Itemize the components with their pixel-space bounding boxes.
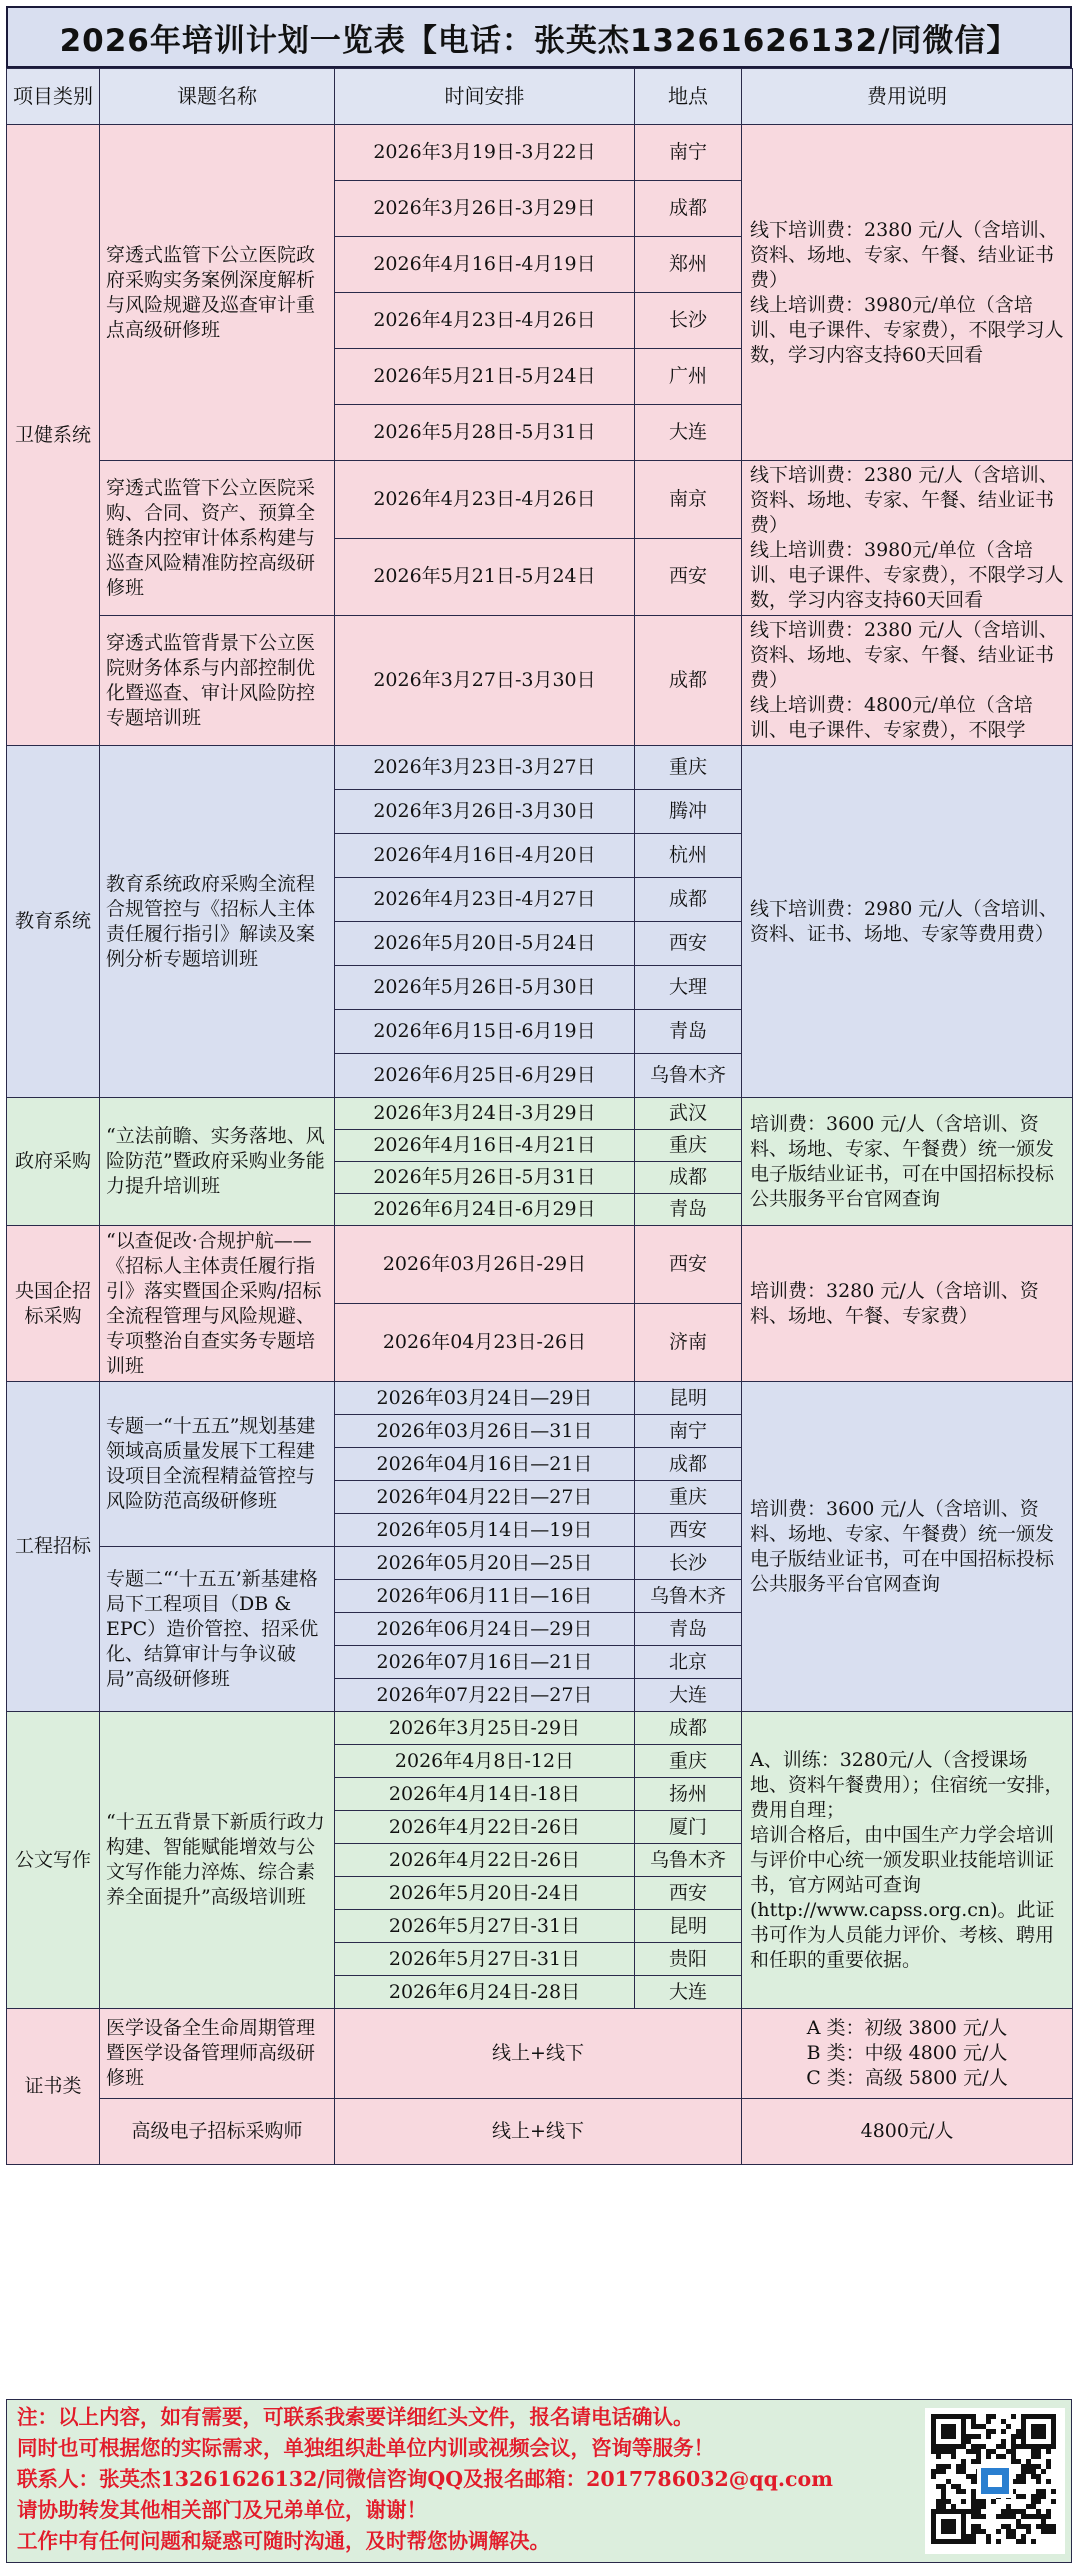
place-cell: 腾冲	[635, 790, 742, 834]
fee-cell: 线下培训费：2380 元/人（含培训、资料、场地、专家、午餐、结业证书费） 线上培训费：4800元/单位（含培训、电子课件、专家费），不限学	[742, 616, 1073, 746]
footer-notes	[6, 2399, 1072, 2563]
place-cell: 乌鲁木齐	[635, 1580, 742, 1613]
table-row	[7, 1382, 1073, 1415]
place-cell: 西安	[635, 1226, 742, 1304]
time-cell: 2026年4月16日-4月20日	[335, 834, 635, 878]
time-cell: 2026年6月24日-28日	[335, 1976, 635, 2009]
place-cell: 昆明	[635, 1382, 742, 1415]
time-cell: 2026年4月16日-4月19日	[335, 237, 635, 293]
time-cell: 2026年4月22日-26日	[335, 1844, 635, 1877]
time-cell: 2026年04月16日—21日	[335, 1448, 635, 1481]
time-cell: 2026年03月24日—29日	[335, 1382, 635, 1415]
time-cell: 2026年06月11日—16日	[335, 1580, 635, 1613]
fee-cell: 线下培训费：2980 元/人（含培训、资料、证书、场地、专家等费用费）	[742, 746, 1073, 1098]
time-cell: 2026年06月24日—29日	[335, 1613, 635, 1646]
time-cell: 2026年3月26日-3月30日	[335, 790, 635, 834]
time-cell: 2026年4月22日-26日	[335, 1811, 635, 1844]
place-cell: 大连	[635, 1679, 742, 1712]
place-cell: 成都	[635, 616, 742, 746]
category-cell: 工程招标	[7, 1382, 100, 1712]
table-row	[7, 1226, 1073, 1304]
category-cell: 公文写作	[7, 1712, 100, 2009]
time-cell: 2026年4月16日-4月21日	[335, 1130, 635, 1162]
place-cell: 成都	[635, 181, 742, 237]
time-cell: 2026年3月24日-3月29日	[335, 1098, 635, 1130]
place-cell: 广州	[635, 349, 742, 405]
category-cell: 央国企招标采购	[7, 1226, 100, 1382]
time-cell: 2026年5月27日-31日	[335, 1910, 635, 1943]
fee-cell: A、训练：3280元/人（含授课场地、资料午餐费用）；住宿统一安排，费用自理； 培训合格后，由中国生产力学会培训与评价中心统一颁发职业技能培训证书，官方网站可查询(http://www.capss.org.cn)。此证书可作为人员能力评价、考核、聘用和任职的重要依据。	[742, 1712, 1073, 2009]
category-cell: 政府采购	[7, 1098, 100, 1226]
course-name-cell: 穿透式监管下公立医院政府采购实务案例深度解析与风险规避及巡查审计重点高级研修班	[100, 125, 335, 461]
place-cell: 重庆	[635, 1130, 742, 1162]
time-cell: 2026年5月26日-5月31日	[335, 1162, 635, 1194]
time-cell: 2026年07月22日—27日	[335, 1679, 635, 1712]
fee-cell: 4800元/人	[742, 2099, 1073, 2165]
header-place: 地点	[635, 69, 742, 125]
course-name-cell: 穿透式监管背景下公立医院财务体系与内部控制优化暨巡查、审计风险防控专题培训班	[100, 616, 335, 746]
time-cell: 2026年5月21日-5月24日	[335, 538, 635, 616]
place-cell: 成都	[635, 1162, 742, 1194]
fee-cell: 线下培训费：2380 元/人（含培训、资料、场地、专家、午餐、结业证书费） 线上培训费：3980元/单位（含培训、电子课件、专家费），不限学习人数，学习内容支持60天回看	[742, 125, 1073, 461]
header-category: 项目类别	[7, 69, 100, 125]
time-cell: 2026年4月8日-12日	[335, 1745, 635, 1778]
table-row	[7, 125, 1073, 181]
table-row	[7, 746, 1073, 790]
time-cell: 线上+线下	[335, 2009, 742, 2099]
course-name-cell: 高级电子招标采购师	[100, 2099, 335, 2165]
category-cell: 证书类	[7, 2009, 100, 2165]
footer-line: 工作中有任何问题和疑惑可随时沟通，及时帮您协调解决。	[17, 2529, 550, 2553]
time-cell: 2026年6月25日-6月29日	[335, 1054, 635, 1098]
place-cell: 青岛	[635, 1194, 742, 1226]
category-cell: 教育系统	[7, 746, 100, 1098]
course-name-cell: 专题一“十五五”规划基建领域高质量发展下工程建设项目全流程精益管控与风险防范高级研修班	[100, 1382, 335, 1547]
footer-line: 同时也可根据您的实际需求，单独组织赴单位内训或视频会议，咨询等服务！	[17, 2436, 714, 2460]
fee-cell: 培训费：3600 元/人（含培训、资料、场地、专家、午餐费）统一颁发电子版结业证书，可在中国招标投标公共服务平台官网查询	[742, 1098, 1073, 1226]
time-cell: 2026年4月23日-4月27日	[335, 878, 635, 922]
place-cell: 青岛	[635, 1613, 742, 1646]
place-cell: 乌鲁木齐	[635, 1054, 742, 1098]
place-cell: 西安	[635, 538, 742, 616]
time-cell: 2026年6月24日-6月29日	[335, 1194, 635, 1226]
place-cell: 成都	[635, 1712, 742, 1745]
course-name-cell: 医学设备全生命周期管理暨医学设备管理师高级研修班	[100, 2009, 335, 2099]
header-fee: 费用说明	[742, 69, 1073, 125]
time-cell: 2026年07月16日—21日	[335, 1646, 635, 1679]
place-cell: 北京	[635, 1646, 742, 1679]
place-cell: 南宁	[635, 125, 742, 181]
place-cell: 西安	[635, 1877, 742, 1910]
time-cell: 2026年3月27日-3月30日	[335, 616, 635, 746]
time-cell: 2026年3月23日-3月27日	[335, 746, 635, 790]
place-cell: 西安	[635, 1514, 742, 1547]
place-cell: 杭州	[635, 834, 742, 878]
place-cell: 乌鲁木齐	[635, 1844, 742, 1877]
time-cell: 2026年5月27日-31日	[335, 1943, 635, 1976]
time-cell: 2026年3月19日-3月22日	[335, 125, 635, 181]
footer-line: 请协助转发其他相关部门及兄弟单位，谢谢！	[17, 2498, 427, 2522]
course-name-cell: 穿透式监管下公立医院采购、合同、资产、预算全链条内控审计体系构建与巡查风险精准防控高级研修班	[100, 461, 335, 616]
place-cell: 武汉	[635, 1098, 742, 1130]
time-cell: 2026年3月26日-3月29日	[335, 181, 635, 237]
header-course: 课题名称	[100, 69, 335, 125]
page-title: 2026年培训计划一览表【电话：张英杰13261626132/同微信】	[6, 6, 1072, 68]
fee-cell: 培训费：3280 元/人（含培训、资料、场地、午餐、专家费）	[742, 1226, 1073, 1382]
time-cell: 2026年4月14日-18日	[335, 1778, 635, 1811]
time-cell: 2026年03月26日—31日	[335, 1415, 635, 1448]
place-cell: 大连	[635, 1976, 742, 2009]
place-cell: 青岛	[635, 1010, 742, 1054]
fee-cell: 线下培训费：2380 元/人（含培训、资料、场地、专家、午餐、结业证书费） 线上培训费：3980元/单位（含培训、电子课件、专家费），不限学习人数，学习内容支持60天回看	[742, 461, 1073, 616]
training-plan-table	[6, 68, 1073, 2165]
time-cell: 2026年5月20日-5月24日	[335, 922, 635, 966]
time-cell: 线上+线下	[335, 2099, 742, 2165]
time-cell: 2026年5月26日-5月30日	[335, 966, 635, 1010]
fee-cell: A 类：初级 3800 元/人 B 类：中级 4800 元/人 C 类：高级 5800 元/人	[742, 2009, 1073, 2099]
place-cell: 长沙	[635, 1547, 742, 1580]
place-cell: 成都	[635, 1448, 742, 1481]
footer-line: 注：以上内容，如有需要，可联系我索要详细红头文件，报名请电话确认。	[17, 2405, 694, 2429]
place-cell: 重庆	[635, 746, 742, 790]
time-cell: 2026年4月23日-4月26日	[335, 293, 635, 349]
course-name-cell: “以查促改·合规护航——《招标人主体责任履行指引》落实暨国企采购/招标全流程管理与风险规避、专项整治自查实务专题培训班	[100, 1226, 335, 1382]
place-cell: 南宁	[635, 1415, 742, 1448]
place-cell: 郑州	[635, 237, 742, 293]
time-cell: 2026年5月21日-5月24日	[335, 349, 635, 405]
footer-line: 联系人：张英杰13261626132/同微信咨询QQ及报名邮箱：2017786032@qq.com	[17, 2467, 833, 2491]
course-name-cell: 教育系统政府采购全流程合规管控与《招标人主体责任履行指引》解读及案例分析专题培训班	[100, 746, 335, 1098]
place-cell: 大理	[635, 966, 742, 1010]
time-cell: 2026年03月26日-29日	[335, 1226, 635, 1304]
place-cell: 南京	[635, 461, 742, 539]
place-cell: 重庆	[635, 1481, 742, 1514]
table-row	[7, 2099, 1073, 2165]
time-cell: 2026年04月22日—27日	[335, 1481, 635, 1514]
time-cell: 2026年05月20日—25日	[335, 1547, 635, 1580]
place-cell: 济南	[635, 1304, 742, 1382]
place-cell: 大连	[635, 405, 742, 461]
header-time: 时间安排	[335, 69, 635, 125]
table-row	[7, 1712, 1073, 1745]
place-cell: 西安	[635, 922, 742, 966]
place-cell: 成都	[635, 878, 742, 922]
time-cell: 2026年04月23日-26日	[335, 1304, 635, 1382]
place-cell: 贵阳	[635, 1943, 742, 1976]
place-cell: 厦门	[635, 1811, 742, 1844]
time-cell: 2026年5月20日-24日	[335, 1877, 635, 1910]
category-cell: 卫健系统	[7, 125, 100, 746]
course-name-cell: 专题二“‘十五五’新基建格局下工程项目（DB & EPC）造价管控、招采优化、结算审计与争议破局”高级研修班	[100, 1547, 335, 1712]
time-cell: 2026年4月23日-4月26日	[335, 461, 635, 539]
table-row	[7, 1098, 1073, 1130]
place-cell: 昆明	[635, 1910, 742, 1943]
place-cell: 重庆	[635, 1745, 742, 1778]
course-name-cell: “立法前瞻、实务落地、风险防范”暨政府采购业务能力提升培训班	[100, 1098, 335, 1226]
table-row	[7, 2009, 1073, 2099]
place-cell: 长沙	[635, 293, 742, 349]
time-cell: 2026年05月14日—19日	[335, 1514, 635, 1547]
fee-cell: 培训费：3600 元/人（含培训、资料、场地、专家、午餐费）统一颁发电子版结业证书，可在中国招标投标公共服务平台官网查询	[742, 1382, 1073, 1712]
qr-code-icon	[925, 2408, 1065, 2554]
place-cell: 扬州	[635, 1778, 742, 1811]
course-name-cell: “十五五背景下新质行政力构建、智能赋能增效与公文写作能力淬炼、综合素养全面提升”高级培训班	[100, 1712, 335, 2009]
time-cell: 2026年6月15日-6月19日	[335, 1010, 635, 1054]
time-cell: 2026年3月25日-29日	[335, 1712, 635, 1745]
time-cell: 2026年5月28日-5月31日	[335, 405, 635, 461]
table-row	[7, 461, 1073, 539]
table-row	[7, 616, 1073, 746]
